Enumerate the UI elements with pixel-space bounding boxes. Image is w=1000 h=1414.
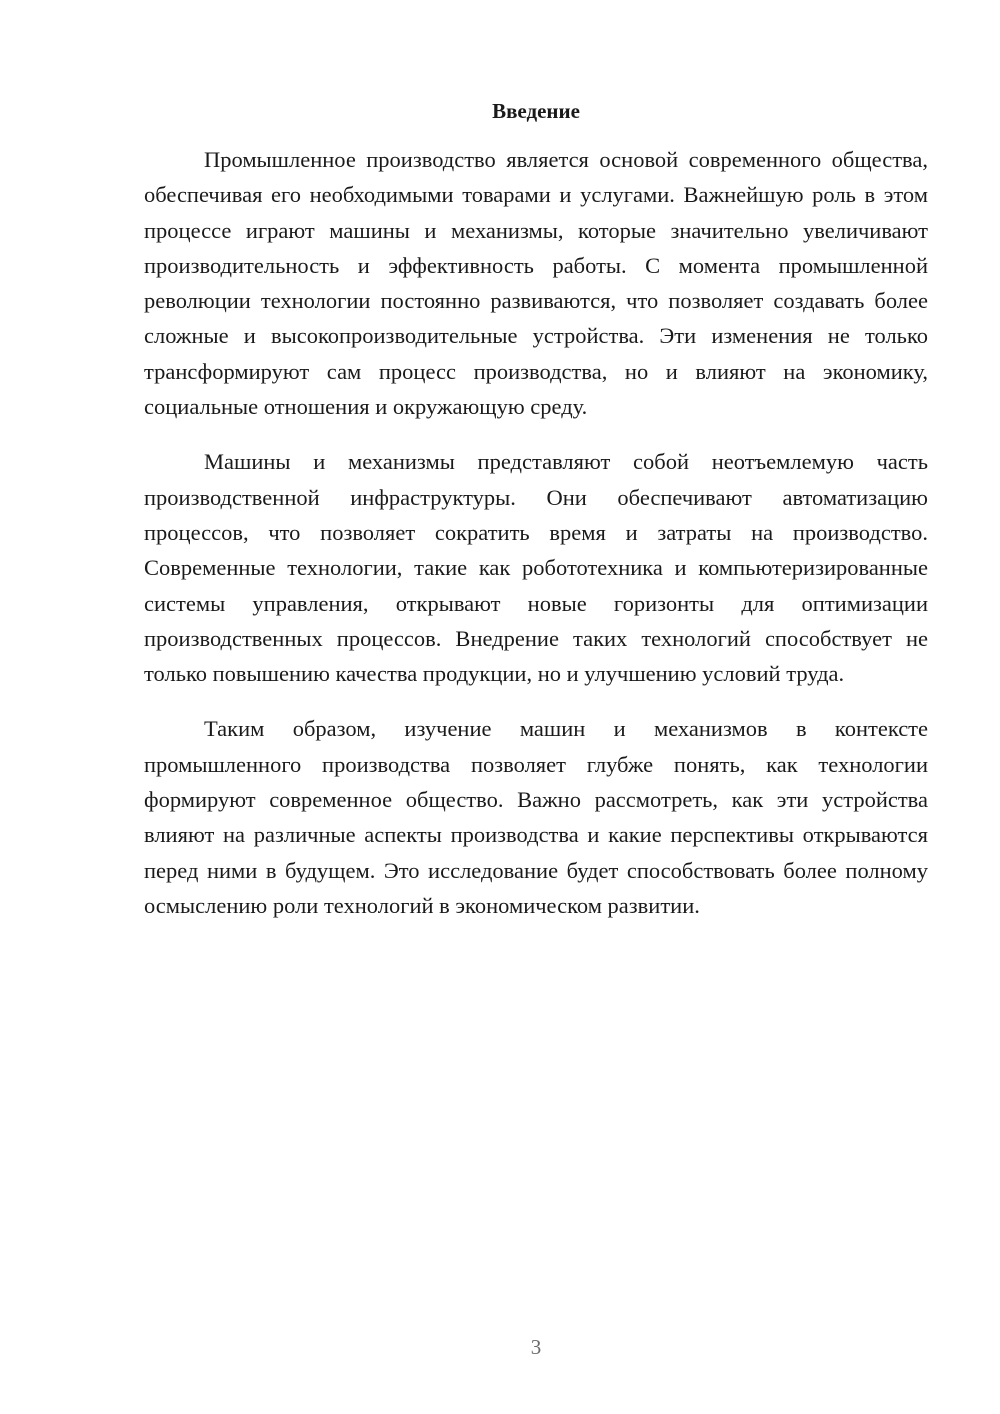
- paragraph-3: Таким образом, изучение машин и механизмов в контексте промышленного производства позволяет глубже понять, как технологии формируют современное общество. Важно рассмотреть, как эти устройства влияют на различные аспекты производства и какие перспективы открываются перед ними в будущем. Это исследование будет способствовать более полному осмыслению роли технологий в экономическом развитии.: [144, 716, 928, 918]
- body-text: [144, 142, 928, 943]
- page-number: 3: [530, 1335, 542, 1359]
- paragraph-2: Машины и механизмы представляют собой неотъемлемую часть производственной инфраструктуры. Они обеспечивают автоматизацию процессов, что позволяет сократить время и затраты на производство. Современные технологии, такие как робототехника и компьютеризированные системы управления, открывают новые горизонты для оптимизации производственных процессов. Внедрение таких технологий способствует не только повышению качества продукции, но и улучшению условий труда.: [144, 449, 928, 687]
- section-heading: Введение: [492, 99, 580, 123]
- paragraph-1: Промышленное производство является основой современного общества, обеспечивая его необходимыми товарами и услугами. Важнейшую роль в этом процессе играют машины и механизмы, которые значительно увеличивают производительность и эффективность работы. С момента промышленной революции технологии постоянно развиваются, что позволяет создавать более сложные и высокопроизводительные устройства. Эти изменения не только трансформируют сам процесс производства, но и влияют на экономику, социальные отношения и окружающую среду.: [144, 147, 928, 420]
